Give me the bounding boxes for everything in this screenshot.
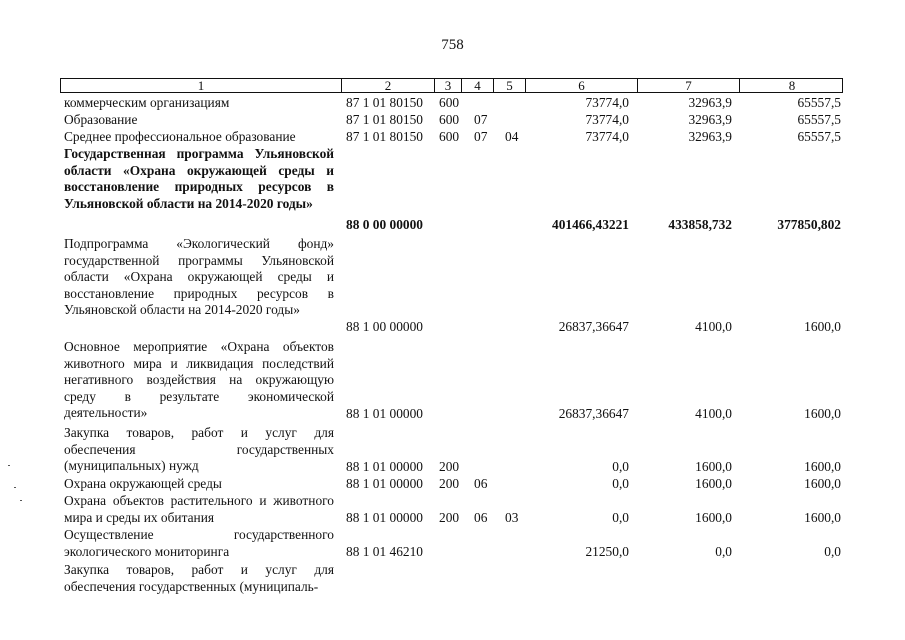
page-number: 758: [441, 37, 464, 53]
row-col8: 65557,5: [797, 112, 841, 127]
row-col8: 0,0: [824, 544, 841, 559]
row-col6: 0,0: [612, 510, 629, 525]
row-col8: 65557,5: [797, 129, 841, 144]
row-name: Государственная программа Ульяновской области «Охрана окружающей среды и восстановление природных ресурсов в Ульяновской области на 2014-2020 годы»: [64, 146, 334, 211]
row-code: 87 1 01 80150: [346, 129, 423, 144]
row-col7: 32963,9: [688, 112, 732, 127]
row-col8: 1600,0: [804, 459, 841, 474]
row-code: 87 1 01 80150: [346, 95, 423, 110]
header-col-1: 1: [197, 78, 205, 93]
row-vr: 200: [439, 459, 460, 474]
header-col-4: 4: [461, 78, 493, 93]
row-col6: 401466,43221: [552, 217, 629, 232]
row-name: коммерческим организациям: [64, 95, 230, 110]
row-col6: 26837,36647: [558, 406, 629, 421]
scan-speck: [20, 500, 22, 501]
row-name: Охрана объектов растительного и животного мира и среды их обитания: [64, 493, 334, 525]
row-code: 88 0 00 00000: [346, 217, 423, 232]
row-name: Закупка товаров, работ и услуг для обеспечения государственных (муниципальных) нужд: [64, 425, 334, 473]
row-col7: 4100,0: [695, 319, 732, 334]
row-code: 88 1 01 46210: [346, 544, 423, 559]
row-name: Закупка товаров, работ и услуг для обеспечения государственных (муниципаль-: [64, 562, 334, 594]
row-rz: 06: [474, 510, 488, 525]
row-col6: 0,0: [612, 476, 629, 491]
row-code: 87 1 01 80150: [346, 112, 423, 127]
row-col6: 0,0: [612, 459, 629, 474]
row-vr: 600: [439, 129, 460, 144]
row-pr: 03: [505, 510, 519, 525]
row-col8: 65557,5: [797, 95, 841, 110]
row-col6: 73774,0: [585, 129, 629, 144]
header-col-7: 7: [637, 78, 739, 93]
row-col7: 1600,0: [695, 510, 732, 525]
row-vr: 200: [439, 476, 460, 491]
header-col-2: 2: [341, 78, 434, 93]
row-col8: 1600,0: [804, 319, 841, 334]
row-col8: 377850,802: [777, 217, 841, 232]
scan-speck: [8, 465, 10, 466]
row-col8: 1600,0: [804, 406, 841, 421]
scan-speck: [14, 487, 16, 488]
row-rz: 07: [474, 112, 488, 127]
row-col8: 1600,0: [804, 510, 841, 525]
row-col7: 32963,9: [688, 129, 732, 144]
row-code: 88 1 01 00000: [346, 406, 423, 421]
row-code: 88 1 01 00000: [346, 476, 423, 491]
row-col7: 0,0: [715, 544, 732, 559]
row-name: Среднее профессиональное образование: [64, 129, 296, 144]
row-col6: 26837,36647: [558, 319, 629, 334]
row-col6: 73774,0: [585, 95, 629, 110]
row-col6: 21250,0: [585, 544, 629, 559]
row-name: Образование: [64, 112, 138, 127]
row-vr: 200: [439, 510, 460, 525]
row-col7: 32963,9: [688, 95, 732, 110]
header-col-8: 8: [739, 78, 844, 93]
row-vr: 600: [439, 95, 460, 110]
row-col7: 1600,0: [695, 476, 732, 491]
row-pr: 04: [505, 129, 519, 144]
row-col8: 1600,0: [804, 476, 841, 491]
row-col7: 4100,0: [695, 406, 732, 421]
row-name: Основное мероприятие «Охрана объектов животного мира и ликвидация последствий негативного воздействия на окружающую среду в результате экономической деятельности»: [64, 339, 334, 420]
row-name: Подпрограмма «Экологический фонд» государственной программы Ульяновской области «Охрана окружающей среды и восстановление природных ресурсов в Ульяновской области на 2014-2020 годы»: [64, 236, 334, 317]
row-col6: 73774,0: [585, 112, 629, 127]
row-code: 88 1 01 00000: [346, 510, 423, 525]
row-name: Осуществление государственного экологического мониторинга: [64, 527, 334, 559]
row-vr: 600: [439, 112, 460, 127]
header-col-3: 3: [434, 78, 461, 93]
row-name: Охрана окружающей среды: [64, 476, 222, 491]
header-col-6: 6: [525, 78, 637, 93]
row-col7: 433858,732: [668, 217, 732, 232]
row-rz: 07: [474, 129, 488, 144]
row-col7: 1600,0: [695, 459, 732, 474]
row-code: 88 1 00 00000: [346, 319, 423, 334]
row-code: 88 1 01 00000: [346, 459, 423, 474]
header-col-5: 5: [493, 78, 525, 93]
table-header: [60, 78, 843, 93]
row-rz: 06: [474, 476, 488, 491]
